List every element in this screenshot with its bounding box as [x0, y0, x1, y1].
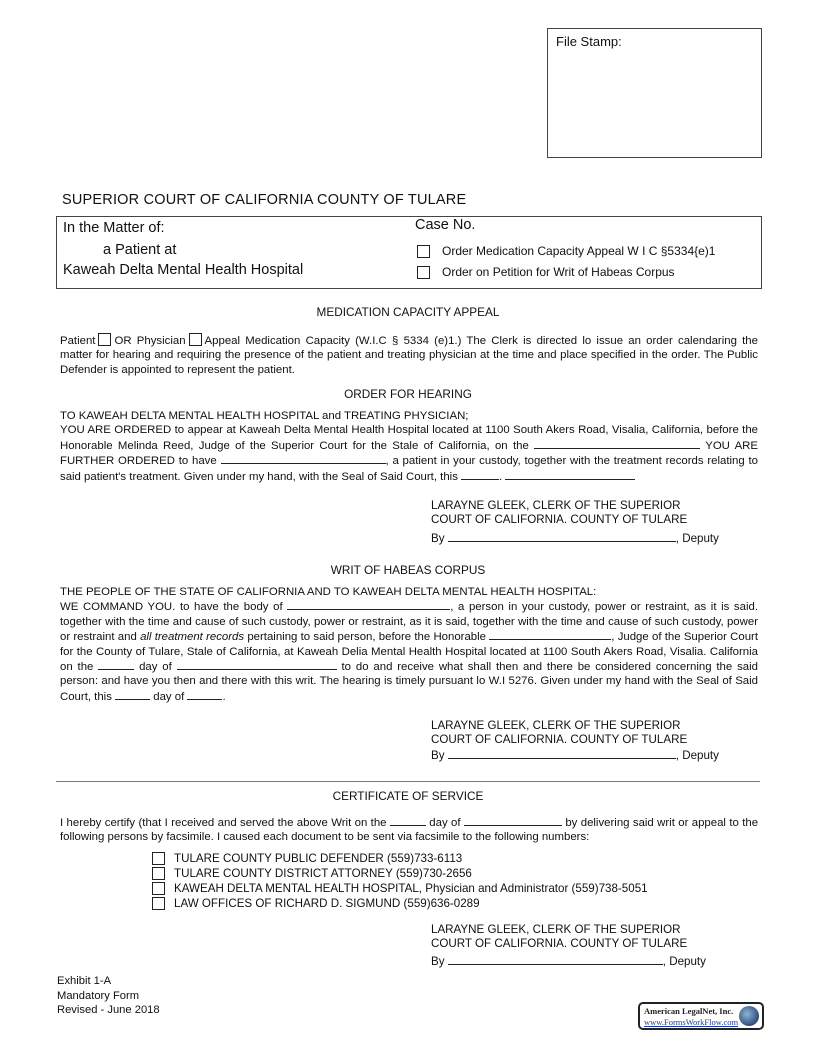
deputy-signature-blank[interactable]	[448, 748, 676, 759]
appeal-text: Appeal Medication Capacity (W.I.C § 5334 (e)1.) The Clerk is directed lo issue an order calendaring the matter for hearing and requiring the presence of the patient and treating physician at the time and place specified in the order. The Public Defender is appointed to represent the patient.	[60, 335, 758, 376]
signature-block	[431, 923, 706, 969]
form-footer	[57, 974, 160, 1018]
clerk-line: LARAYNE GLEEK, CLERK OF THE SUPERIOR	[431, 719, 681, 732]
physician-checkbox[interactable]	[189, 333, 202, 346]
habeas-text: pertaining to said person, before the Honorable	[247, 631, 486, 644]
hearing-date-blank[interactable]	[534, 438, 700, 449]
option-label: Order on Petition for Writ of Habeas Corpus	[442, 265, 675, 279]
month-blank[interactable]	[177, 659, 337, 670]
checkbox[interactable]	[152, 882, 165, 895]
served-month-blank[interactable]	[464, 815, 562, 826]
clerk-line: COURT OF CALIFORNIA. COUNTY OF TULARE	[431, 937, 688, 951]
day-blank[interactable]	[461, 469, 499, 480]
certificate-paragraph	[60, 815, 758, 845]
signature-block	[431, 499, 719, 546]
order-text: .	[499, 470, 503, 483]
clerk-line: COURT OF CALIFORNIA. COUNTY OF TULARE	[431, 733, 688, 747]
served-day-blank[interactable]	[390, 815, 426, 826]
recipient-label: LAW OFFICES OF RICHARD D. SIGMUND (559)636-0289	[174, 897, 480, 910]
exhibit-label: Exhibit 1-A	[57, 975, 112, 987]
deputy-label: , Deputy	[675, 531, 719, 545]
habeas-text: .	[222, 690, 226, 703]
habeas-italic: all treatment records	[140, 631, 245, 644]
deputy-signature-blank[interactable]	[448, 531, 676, 542]
habeas-text: to do and receive what shall then and there be considered concerning the said person: and have you then and there with this writ. The hearing is timely pursuant lo W.I 5276. Given under my hand with the Seal of Said Court, this	[60, 661, 758, 703]
case-number-label: Case No.	[415, 217, 476, 233]
section-heading: ORDER FOR HEARING	[344, 387, 472, 401]
mandatory-label: Mandatory Form	[57, 989, 140, 1002]
order-text: YOU ARE FURTHER ORDERED to have	[60, 439, 759, 468]
list-item[interactable]	[152, 881, 648, 896]
patient-word: Patient	[60, 335, 96, 347]
patient-label: a Patient at	[103, 242, 177, 258]
option-label: Order Medication Capacity Appeal W I C §5334{e)1	[442, 244, 716, 258]
habeas-text: , Judge of the Superior Court for the County of Tulare, Stale of California, at Kaweah Delia Mental Health Hospital located at 1100 South Akers Road, Visalia. California on the	[60, 631, 758, 674]
deputy-label: , Deputy	[662, 954, 706, 968]
globe-icon	[739, 1006, 759, 1026]
logo-url[interactable]: www.FormsWorkFlow.com	[644, 1017, 739, 1027]
order-addressee: TO KAWEAH DELTA MENTAL HEALTH HOSPITAL and TREATING PHYSICIAN;	[60, 410, 469, 422]
order-text: YOU ARE ORDERED to appear at Kaweah Delta Mental Health Hospital located at 1100 South Akers Road, Visalia, California, before the Honorable Melinda Reed, Judge of the Superior Court for the Stale of California, on the	[60, 424, 758, 452]
section-heading: WRIT OF HABEAS CORPUS	[330, 563, 486, 577]
file-stamp-box	[547, 28, 762, 158]
list-item[interactable]	[152, 851, 648, 866]
by-label: By	[431, 531, 445, 545]
habeas-paragraph	[60, 585, 758, 704]
date-blank[interactable]	[505, 469, 635, 480]
clerk-line: LARAYNE GLEEK, CLERK OF THE SUPERIOR	[431, 923, 681, 936]
recipient-label: KAWEAH DELTA MENTAL HEALTH HOSPITAL, Physician and Administrator (559)738-5051	[174, 882, 648, 895]
certificate-text: day of	[429, 817, 461, 829]
person-name-blank[interactable]	[287, 599, 450, 610]
certificate-text: I hereby certify (that I received and served the above Writ on the	[60, 817, 387, 829]
checkbox[interactable]	[417, 266, 430, 279]
habeas-text: , a person in your custody, power or restraint, as it is said. together with the time and cause of such custody, power or restraint, as it is said, together with the time and cause of such custody, power or restraint and	[60, 601, 758, 644]
deputy-signature-blank[interactable]	[448, 954, 663, 965]
day-blank[interactable]	[98, 659, 134, 670]
month-blank[interactable]	[187, 689, 222, 700]
checkbox[interactable]	[152, 852, 165, 865]
signature-block	[431, 719, 719, 763]
clerk-line: COURT OF CALIFORNIA. COUNTY OF TULARE	[431, 513, 688, 527]
option-med-capacity[interactable]	[417, 244, 715, 258]
recipient-label: TULARE COUNTY PUBLIC DEFENDER (559)733-6113	[174, 852, 463, 865]
med-appeal-paragraph	[60, 333, 758, 377]
checkbox[interactable]	[152, 867, 165, 880]
recipient-list	[152, 851, 648, 911]
hospital-name: Kaweah Delta Mental Health Hospital	[63, 262, 304, 278]
judge-name-blank[interactable]	[489, 629, 611, 640]
logo-name: American LegalNet, Inc.	[644, 1006, 734, 1016]
habeas-text: day of	[153, 690, 185, 703]
option-habeas[interactable]	[417, 265, 675, 279]
checkbox[interactable]	[417, 245, 430, 258]
order-hearing-paragraph	[60, 409, 758, 484]
or-physician-word: OR Physician	[114, 335, 186, 347]
certificate-text: by delivering said writ or appeal to the following persons by facsimile. I caused each document to be sent via facsimile to the following numbers:	[60, 817, 759, 844]
habeas-text: day of	[139, 661, 172, 674]
recipient-label: TULARE COUNTY DISTRICT ATTORNEY (559)730-2656	[174, 867, 472, 880]
by-label: By	[431, 954, 445, 968]
divider	[56, 781, 760, 782]
list-item[interactable]	[152, 866, 648, 881]
file-stamp-label: File Stamp:	[556, 34, 622, 49]
section-heading: MEDICATION CAPACITY APPEAL	[316, 305, 500, 319]
order-text: , a patient in your custody, together with the treatment records relating to said patient's treatment. Given under my hand, with the Seal of Said Court, this	[60, 455, 758, 483]
by-label: By	[431, 748, 445, 762]
list-item[interactable]	[152, 896, 648, 911]
day-blank[interactable]	[115, 689, 150, 700]
checkbox[interactable]	[152, 897, 165, 910]
section-heading: CERTIFICATE OF SERVICE	[332, 789, 484, 803]
court-title: SUPERIOR COURT OF CALIFORNIA COUNTY OF TULARE	[62, 192, 467, 208]
patient-name-blank[interactable]	[221, 453, 386, 464]
revised-label: Revised - June 2018	[57, 1004, 160, 1016]
legalnet-logo[interactable]	[638, 1002, 764, 1030]
habeas-text: WE COMMAND YOU. to have the body of	[60, 601, 283, 614]
case-caption	[56, 216, 762, 289]
matter-label: In the Matter of:	[63, 220, 165, 236]
clerk-line: LARAYNE GLEEK, CLERK OF THE SUPERIOR	[431, 499, 681, 512]
patient-checkbox[interactable]	[98, 333, 111, 346]
deputy-label: , Deputy	[675, 748, 719, 762]
habeas-addressee: THE PEOPLE OF THE STATE OF CALIFORNIA AND TO KAWEAH DELTA MENTAL HEALTH HOSPITAL:	[60, 586, 597, 598]
